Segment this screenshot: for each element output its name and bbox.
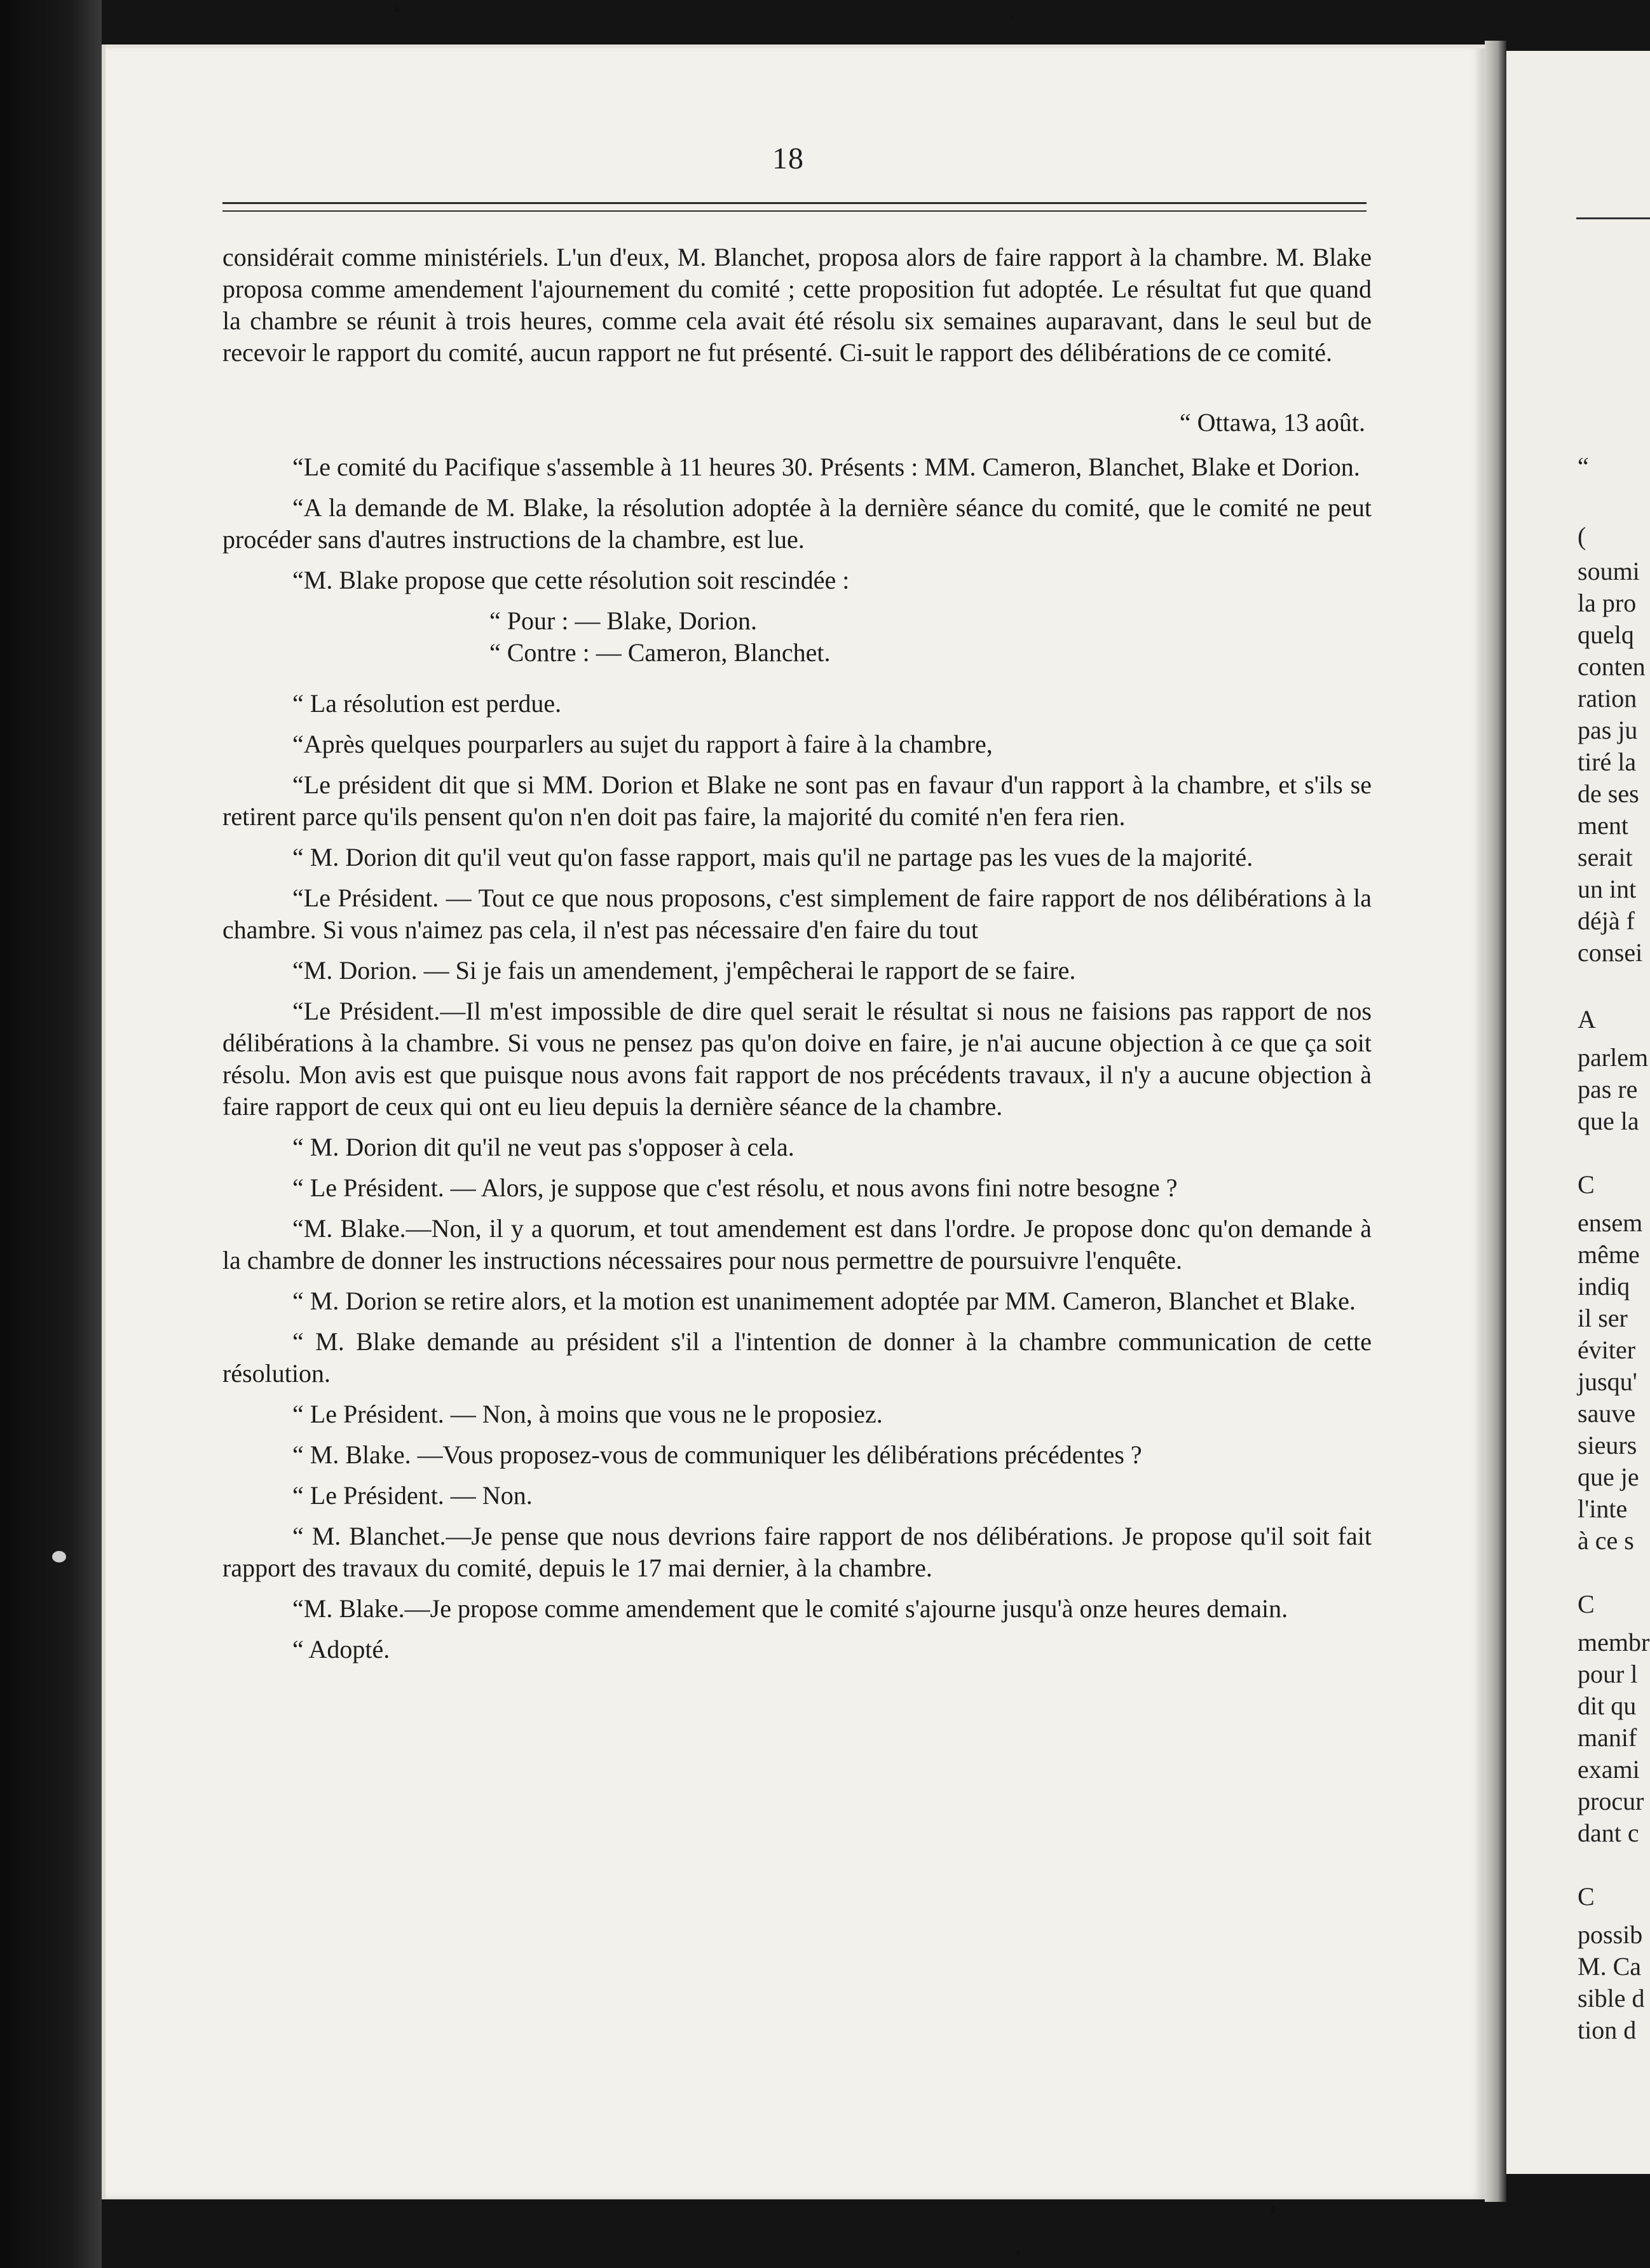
adjacent-page-fragment: jusqu' [1578,1367,1637,1396]
intro-paragraph: considérait comme ministériels. L'un d'eux, M. Blanchet, proposa alors de faire rapport à la chambre. M. Blake proposa comme amendement l'ajournement du comité ; cette proposition fut adoptée. Le résultat fut que quand la chambre se réunit à trois heures, comme cela avait été résolu six semaines auparavant, dans le seul but de recevoir le rapport du comité, aucun rapport ne fut présenté. Ci-suit le rapport des délibérations de ce comité. [222,243,1372,367]
vote-contre: “ Contre : — Cameron, Blanchet. [489,638,831,667]
adjacent-page-fragment: à ce s [1578,1526,1634,1555]
adjacent-page-fragment: pour l [1578,1660,1638,1688]
header-rule [222,202,1367,212]
paragraph: “M. Blake.—Je propose comme amendement que le comité s'ajourne jusqu'à onze heures demain. [292,1594,1288,1623]
adjacent-page-fragment: “ [1578,452,1589,481]
paragraph: “Le Président. — Tout ce que nous proposons, c'est simplement de faire rapport de nos délibérations à la chambre. Si vous n'aimez pas cela, il n'est pas nécessaire d'en faire du tout [222,884,1372,944]
paragraph: “Le comité du Pacifique s'assemble à 11 heures 30. Présents : MM. Cameron, Blanchet, Blake et Dorion. [292,453,1360,481]
adjacent-page-fragment: ration [1578,684,1637,713]
adjacent-page-fragment: membr [1578,1628,1650,1657]
paragraph: “ M. Blake demande au président s'il a l'intention de donner à la chambre communication de cette résolution. [222,1327,1372,1388]
adjacent-page-fragment: dit qu [1578,1691,1637,1720]
paragraph: “Après quelques pourparlers au sujet du rapport à faire à la chambre, [292,730,993,758]
paragraph: “ Le Président. — Non, à moins que vous ne le proposiez. [292,1400,883,1428]
adjacent-page-fragment: conten [1578,652,1646,681]
paragraph: “ Le Président. — Non. [292,1481,533,1510]
adjacent-page-fragment: parlem [1578,1043,1649,1072]
adjacent-page-fragment: manif [1578,1723,1637,1752]
adjacent-page-fragment: A [1578,1005,1596,1034]
adjacent-page-fragment: soumi [1578,557,1640,585]
document-body [222,242,1372,1674]
adjacent-page-fragment: tiré la [1578,748,1637,776]
page-edge [1485,41,1506,2202]
adjacent-page-fragment: pas ju [1578,716,1638,744]
adjacent-page-fragment: que je [1578,1463,1639,1491]
adjacent-page [1506,51,1650,2174]
adjacent-page-fragment: ensem [1578,1208,1643,1237]
adjacent-page-fragment: tion d [1578,2016,1637,2044]
adjacent-page-rule [1576,217,1650,219]
adjacent-page-fragment: serait [1578,843,1633,871]
adjacent-page-fragment: exami [1578,1755,1640,1784]
vote-block [222,605,1372,669]
paragraph: “ Adopté. [292,1635,390,1663]
adjacent-page-fragment: quelq [1578,620,1634,649]
paragraph: “ La résolution est perdue. [292,689,562,718]
adjacent-page-fragment: C [1578,1170,1595,1199]
scan-left-margin [0,0,102,2268]
paragraph: “ M. Blanchet.—Je pense que nous devrions faire rapport de nos délibérations. Je propose qu'il soit fait rapport des travaux du comité, depuis le 17 mai dernier, à la chambre. [222,1522,1372,1582]
adjacent-page-fragment: consei [1578,938,1643,967]
adjacent-page-fragment: procur [1578,1787,1644,1815]
adjacent-page-fragment: éviter [1578,1336,1636,1364]
adjacent-page-fragment: ment [1578,811,1628,840]
paragraph: “ M. Dorion dit qu'il veut qu'on fasse rapport, mais qu'il ne partage pas les vues de la majorité. [292,843,1253,871]
paragraph: “M. Blake.—Non, il y a quorum, et tout amendement est dans l'ordre. Je propose donc qu'on demande à la chambre de donner les instructions nécessaires pour nous permettre de poursuivre l'enquête. [222,1214,1372,1274]
paragraph: “ M. Dorion se retire alors, et la motion est unanimement adoptée par MM. Cameron, Blanchet et Blake. [292,1287,1356,1315]
paragraph: “M. Dorion. — Si je fais un amendement, j'empêcherai le rapport de se faire. [292,956,1076,985]
adjacent-page-fragment: sible d [1578,1984,1645,2012]
adjacent-page-fragment: même [1578,1240,1640,1269]
adjacent-page-fragment: l'inte [1578,1494,1628,1523]
adjacent-page-fragment: C [1578,1590,1595,1618]
paragraph: “Le Président.—Il m'est impossible de dire quel serait le résultat si nous ne faisions pas rapport de nos délibérations à la chambre. Si vous ne pensez pas qu'on doive en faire, je n'ai aucune objection à ce que ça soit résolu. Mon avis est que puisque nous avons fait rapport de nos précédents travaux, il n'y a aucune objection à faire rapport de ceux qui ont eu lieu depuis la dernière séance de la chambre. [222,997,1372,1121]
paragraph: “A la demande de M. Blake, la résolution adoptée à la dernière séance du comité, que le comité ne peut procéder sans d'autres instructions de la chambre, est lue. [222,493,1372,554]
adjacent-page-fragment: de ses [1578,779,1639,808]
vote-pour: “ Pour : — Blake, Dorion. [489,606,758,635]
adjacent-page-fragment: sauve [1578,1399,1636,1428]
adjacent-page-fragment: pas re [1578,1075,1638,1103]
dateline: “ Ottawa, 13 août. [1179,408,1365,437]
adjacent-page-fragment: la pro [1578,589,1637,617]
adjacent-page-fragment: un int [1578,875,1637,903]
adjacent-page-fragment: déjà f [1578,906,1635,935]
paragraph: “M. Blake propose que cette résolution soit rescindée : [292,566,850,594]
paragraph: “ M. Dorion dit qu'il ne veut pas s'opposer à cela. [292,1133,794,1161]
paragraph: “ Le Président. — Alors, je suppose que c'est résolu, et nous avons fini notre besogne ? [292,1173,1178,1202]
adjacent-page-fragment: ( [1578,522,1586,550]
adjacent-page-fragment: sieurs [1578,1431,1637,1459]
adjacent-page-fragment: possib [1578,1920,1643,1949]
adjacent-page-fragment: dant c [1578,1819,1639,1847]
adjacent-page-fragment: M. Ca [1578,1952,1641,1981]
paragraph: “Le président dit que si MM. Dorion et Blake ne sont pas en favaur d'un rapport à la chambre, et s'ils se retirent parce qu'ils pensent qu'on n'en doit pas faire, la majorité du comité n'en fera rien. [222,770,1372,831]
paragraph: “ M. Blake. —Vous proposez-vous de communiquer les délibérations précédentes ? [292,1440,1142,1469]
adjacent-page-fragment: il ser [1578,1304,1628,1332]
page-number: 18 [772,142,804,175]
adjacent-page-fragment: C [1578,1882,1595,1911]
adjacent-page-fragment: indiq [1578,1272,1630,1301]
adjacent-page-fragment: que la [1578,1107,1639,1135]
